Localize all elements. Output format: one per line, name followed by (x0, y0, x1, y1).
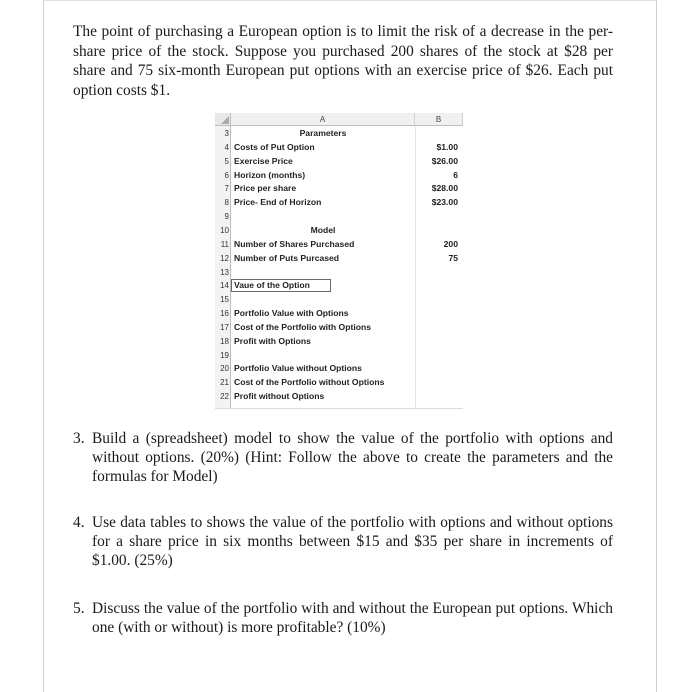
intro-paragraph: The point of purchasing a European option is to limit the risk of a decrease in the per-share price of the stock. Suppose you purchased 200 shares of the stock at $28 per share and 75 six-month European put options with an exercise price of $26. Each put option costs $1. (73, 23, 613, 99)
sheet-row (215, 169, 463, 182)
cell-a: Profit with Options (234, 335, 311, 346)
cell-b: 6 (453, 169, 458, 180)
row-number: 4 (224, 142, 229, 152)
question-number: 3. (73, 430, 85, 447)
sheet-bottom-border (215, 408, 463, 409)
cell-a: Price per share (234, 183, 297, 194)
row-number: 16 (220, 309, 229, 319)
question-number: 4. (73, 514, 85, 531)
row-number: 17 (220, 322, 229, 332)
row-number: 3 (224, 129, 229, 138)
question-3 (73, 429, 613, 486)
row-number: 11 (220, 239, 229, 249)
cell-a: Vaue of the Option (234, 280, 310, 291)
cell-a: Portfolio Value without Options (234, 363, 362, 374)
cell-b: 200 (443, 238, 458, 249)
cell-b: 75 (448, 252, 458, 263)
sheet-row (215, 182, 463, 195)
cell-a: Portfolio Value with Options (234, 308, 349, 319)
cell-a: Model (310, 224, 336, 235)
sheet-row (215, 224, 463, 237)
row-number: 6 (224, 170, 229, 180)
sheet-row (215, 155, 463, 168)
select-all-corner (215, 113, 231, 126)
question-5 (73, 599, 613, 637)
cell-a: Number of Puts Purcased (234, 252, 340, 263)
column-header-b: B (415, 113, 463, 126)
cell-a: Parameters (299, 128, 347, 138)
sheet-row (215, 349, 463, 362)
row-number: 12 (220, 253, 229, 263)
cell-a: Cost of the Portfolio without Options (234, 377, 385, 388)
row-number: 14 (220, 281, 229, 291)
cell-a: Price- End of Horizon (234, 197, 322, 208)
sheet-row (215, 266, 463, 279)
cell-a: Exercise Price (234, 155, 293, 166)
row-number: 18 (220, 336, 229, 346)
question-number: 5. (73, 600, 85, 617)
cell-a: Cost of the Portfolio with Options (234, 321, 372, 332)
row-number: 8 (224, 198, 229, 208)
cell-b: $28.00 (431, 183, 458, 194)
row-number: 5 (224, 156, 229, 166)
sheet-row (215, 307, 463, 320)
row-number: 13 (220, 267, 229, 277)
cell-b: $26.00 (431, 155, 458, 166)
sheet-row (215, 196, 463, 209)
sheet-row (215, 335, 463, 348)
question-4 (73, 513, 613, 570)
row-number: 21 (220, 378, 229, 388)
row-number: 20 (220, 364, 229, 374)
sheet-row (215, 279, 463, 292)
cell-a: Number of Shares Purchased (234, 238, 355, 249)
row-number: 19 (220, 350, 229, 360)
sheet-row (215, 252, 463, 265)
sheet-row (215, 376, 463, 389)
sheet-row (215, 321, 463, 334)
cell-b: $23.00 (431, 197, 458, 208)
question-text: Build a (spreadsheet) model to show the value of the portfolio with options and without options. (20%) (Hint: Follow the above to create the parameters and the formulas for Model) (92, 430, 613, 485)
row-number: 15 (220, 295, 229, 305)
sheet-row (215, 127, 463, 140)
sheet-row (215, 210, 463, 223)
row-number: 10 (220, 225, 229, 235)
cell-a: Horizon (months) (234, 169, 306, 180)
cell-b: $1.00 (436, 141, 458, 152)
cell-a: Profit without Options (234, 391, 325, 402)
cell-a: Costs of Put Option (234, 141, 315, 152)
sheet-row (215, 390, 463, 403)
spreadsheet-image (215, 113, 463, 408)
question-text: Discuss the value of the portfolio with and without the European put options. Which one (with or without) is more profitable? (10%) (92, 600, 613, 636)
sheet-row (215, 238, 463, 251)
column-header-a: A (231, 113, 415, 126)
row-number: 7 (224, 184, 229, 194)
sheet-row (215, 293, 463, 306)
sheet-row (215, 362, 463, 375)
sheet-row (215, 141, 463, 154)
question-text: Use data tables to shows the value of the portfolio with options and without options for a share price in six months between $15 and $35 per share in increments of $1.00. (25%) (92, 514, 613, 569)
row-number: 9 (224, 212, 229, 222)
row-number: 22 (220, 392, 229, 402)
